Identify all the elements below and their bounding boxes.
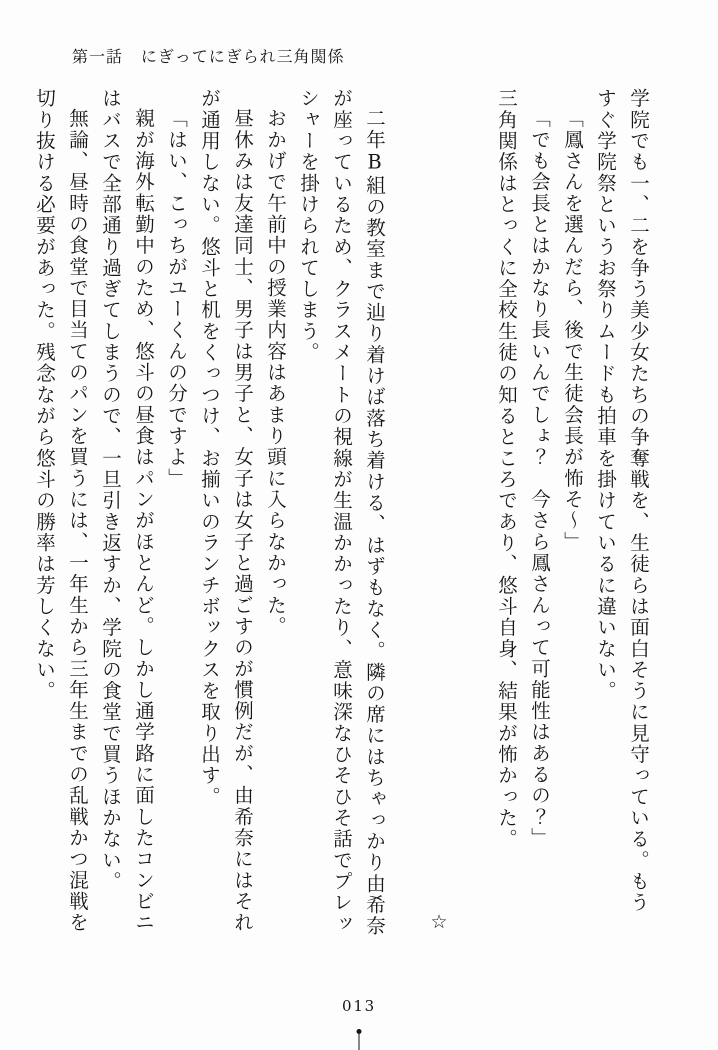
text-column-blank bbox=[450, 88, 483, 933]
running-head-title: にぎってにぎられ三角関係 bbox=[140, 47, 345, 66]
text-column: おかげで午前中の授業内容はあまり頭に入らなかった。 bbox=[264, 108, 287, 637]
text-column: 無論、昼時の食堂で目当てのパンを買うには、一年生から三年生までの乱戦かつ混戦を bbox=[66, 108, 89, 934]
text-column: 「でも会長とはかなり長いんでしょ？ 今さら鳳さんって可能性はあるの？」 bbox=[528, 108, 551, 849]
text-column: 学院でも一、二を争う美少女たちの争奪戦を、生徒らは面白そうに見守っている。もう bbox=[627, 88, 650, 914]
text-column: すぐ学院祭というお祭りムードも拍車を掛けているに違いない。 bbox=[594, 88, 617, 702]
text-column: 三角関係はとっくに全校生徒の知るところであり、悠斗自身、結果が怖かった。 bbox=[495, 88, 518, 850]
running-head-chapter: 第一話 bbox=[72, 47, 123, 66]
text-column: 「鳳さんを選んだら、後で生徒会長が怖そ〜」 bbox=[561, 108, 584, 553]
page-number: 013 bbox=[341, 997, 377, 1015]
vertical-body-text bbox=[33, 88, 650, 937]
text-column: シャーを掛けられてしまう。 bbox=[297, 88, 320, 364]
text-column: 昼休みは友達同士、男子は男子と、女子は女子と過ごすのが慣例だが、由希奈にはそれ bbox=[231, 108, 254, 934]
text-column: が座っているため、クラスメートの視線が生温かかったり、意味深なひそひそ話でプレッ bbox=[330, 88, 353, 935]
text-column: 二年B組の教室まで辿り着けば落ち着ける、はずもなく。隣の席にはちゃっかり由希奈 bbox=[363, 108, 386, 937]
section-separator: ☆ bbox=[428, 911, 450, 933]
text-column: 切り抜ける必要があった。残念ながら悠斗の勝率は芳しくない。 bbox=[33, 88, 56, 702]
text-column: はバスで全部通り過ぎてしまうので、一旦引き返すか、学院の食堂で買うほかない。 bbox=[99, 88, 122, 892]
running-head bbox=[72, 44, 344, 67]
text-column: 「はい、こっちがユーくんの分ですよ」 bbox=[165, 108, 188, 489]
folio-stem bbox=[359, 1034, 360, 1050]
folio-dot bbox=[357, 1029, 362, 1034]
text-column: が通用しない。悠斗と机をくっつけ、お揃いのランチボックスを取り出す。 bbox=[198, 88, 221, 808]
text-column: 親が海外転勤中のため、悠斗の昼食はパンがほとんど。しかし通学路に面したコンビニ bbox=[132, 108, 155, 934]
text-column-blank bbox=[384, 88, 417, 933]
